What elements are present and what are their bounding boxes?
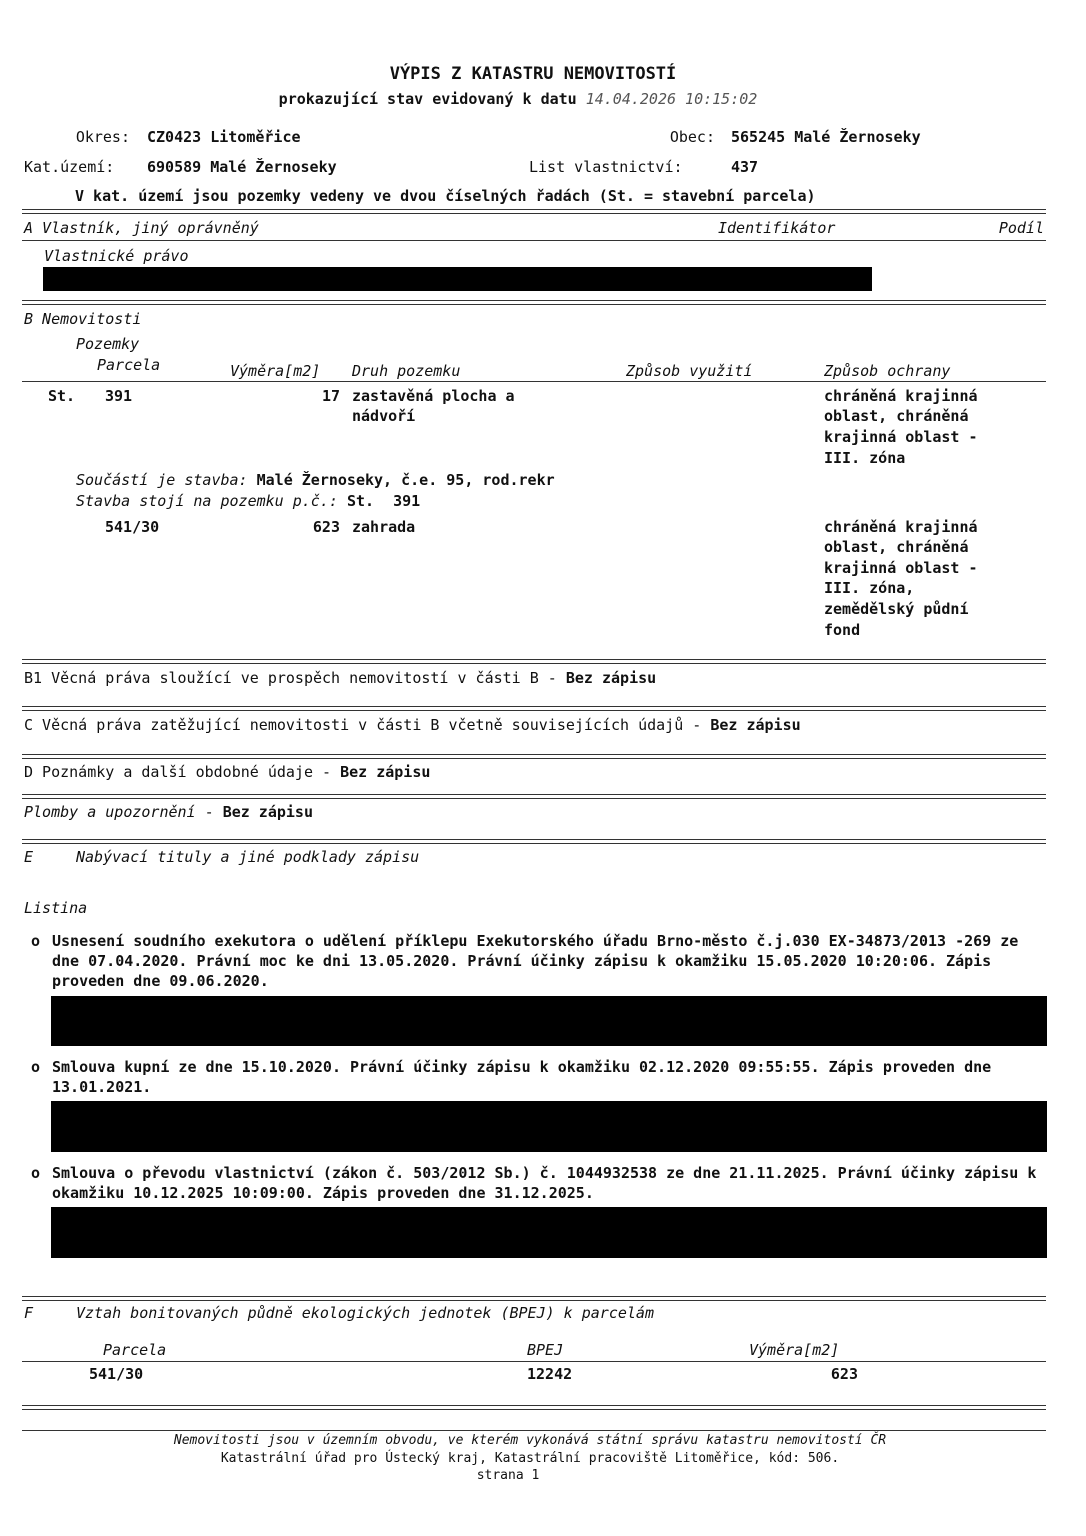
col-vyuziti: Způsob využití bbox=[626, 362, 753, 380]
section-b1-text: B1 Věcná práva sloužící ve prospěch nemovitostí v části B - bbox=[24, 669, 557, 687]
redacted-deed-parties bbox=[51, 1207, 1047, 1258]
parcel-ochrana: oblast, chráněná bbox=[824, 407, 969, 425]
stoji-prefix: St. bbox=[346, 492, 375, 510]
kat-label: Kat.území: bbox=[24, 158, 115, 176]
subtitle-label: prokazující stav evidovaný k datu bbox=[278, 90, 577, 108]
col-vymera: Výměra[m2] bbox=[230, 362, 321, 380]
col-identifier: Identifikátor bbox=[718, 219, 836, 237]
bpej-row-bpej: 12242 bbox=[527, 1365, 573, 1383]
section-plomby-text: Plomby a upozornění bbox=[24, 803, 196, 821]
parcel-ochrana: III. zóna, bbox=[824, 579, 915, 597]
section-a-heading: A Vlastník, jiný oprávněný bbox=[24, 219, 259, 237]
obec-value: 565245 Malé Žernoseky bbox=[731, 128, 921, 146]
bullet: o bbox=[31, 1164, 41, 1182]
stavba-label: Součástí je stavba: bbox=[76, 471, 248, 489]
divider bbox=[22, 706, 1046, 711]
redacted-owner bbox=[43, 267, 872, 291]
parcel-ochrana: krajinná oblast - bbox=[824, 559, 978, 577]
bpej-col-bpej: BPEJ bbox=[527, 1341, 564, 1359]
section-f-heading: Vztah bonitovaných půdně ekologických jednotek (BPEJ) k parcelám bbox=[76, 1304, 654, 1322]
stoji-label: Stavba stojí na pozemku p.č.: bbox=[76, 492, 338, 510]
bpej-row-parcela: 541/30 bbox=[89, 1365, 144, 1383]
section-c-status: Bez zápisu bbox=[710, 716, 801, 734]
footer-note: Nemovitosti jsou v územním obvodu, ve kterém vykonává státní správu katastru nemovitostí ČR bbox=[173, 1433, 887, 1448]
ownership-right-label: Vlastnické právo bbox=[44, 247, 189, 265]
section-d-text: D Poznámky a další obdobné údaje - bbox=[24, 763, 332, 781]
parcel-druh: zastavěná plocha a bbox=[352, 387, 515, 405]
section-b-heading: B Nemovitosti bbox=[24, 310, 142, 328]
divider bbox=[22, 754, 1046, 759]
stoji-value: 391 bbox=[393, 492, 421, 510]
footer-office: Katastrální úřad pro Ústecký kraj, Katastrální pracoviště Litoměřice, kód: 506. bbox=[220, 1451, 840, 1466]
okres-value: CZ0423 Litoměřice bbox=[147, 128, 301, 146]
section-b1-status: Bez zápisu bbox=[565, 669, 657, 687]
col-ochrana: Způsob ochrany bbox=[824, 362, 951, 380]
parcel-area: 17 bbox=[321, 387, 340, 405]
listina-label: Listina bbox=[24, 899, 88, 917]
divider bbox=[22, 794, 1046, 799]
col-share: Podíl bbox=[998, 219, 1044, 237]
redacted-deed-parties bbox=[51, 996, 1047, 1046]
subtitle-date: 14.04.2026 10:15:02 bbox=[585, 90, 758, 108]
divider bbox=[22, 659, 1046, 664]
parcel-ochrana: krajinná oblast - bbox=[824, 428, 978, 446]
parcel-ochrana: fond bbox=[824, 621, 861, 639]
parcel-druh: nádvoří bbox=[352, 407, 416, 425]
divider bbox=[22, 1361, 1046, 1362]
section-f-letter: F bbox=[24, 1304, 34, 1322]
page-number: strana 1 bbox=[476, 1468, 540, 1483]
section-e-heading: Nabývací tituly a jiné podklady zápisu bbox=[76, 848, 420, 866]
parcel-ochrana: oblast, chráněná bbox=[824, 538, 969, 556]
document-subtitle bbox=[0, 89, 1036, 109]
okres-label: Okres: bbox=[75, 128, 130, 146]
pozemky-subheading: Pozemky bbox=[76, 335, 140, 353]
divider bbox=[22, 300, 1046, 305]
parcel-number: 391 bbox=[105, 387, 133, 405]
col-parcela: Parcela bbox=[97, 356, 161, 374]
stavba-stoji-line bbox=[76, 491, 420, 511]
redacted-deed-parties bbox=[51, 1101, 1047, 1152]
parcel-area: 623 bbox=[312, 518, 340, 536]
divider bbox=[22, 1430, 1046, 1431]
section-plomby-status: Bez zápisu bbox=[222, 803, 313, 821]
parcel-prefix: St. bbox=[48, 387, 76, 405]
kat-value: 690589 Malé Žernoseky bbox=[147, 158, 337, 176]
obec-label: Obec: bbox=[669, 128, 715, 146]
section-plomby bbox=[24, 802, 313, 822]
document-title: VÝPIS Z KATASTRU NEMOVITOSTÍ bbox=[389, 64, 677, 84]
deed-item-2: Smlouva kupní ze dne 15.10.2020. Právní účinky zápisu k okamžiku 02.12.2020 09:55:55. Zápis proveden dne 13.01.2021. bbox=[52, 1058, 992, 1096]
divider bbox=[22, 381, 1046, 382]
deed-item-1: Usnesení soudního exekutora o udělení příklepu Exekutorského úřadu Brno-město č.j.030 EX-34873/2013 -269 ze dne 07.04.2020. Právní moc ke dni 13.05.2020. Právní účinky zápisu k okamžiku 15.05.2020 10:20:06. Zápis proveden dne 09.06.2020. bbox=[52, 932, 1019, 990]
bullet: o bbox=[31, 1058, 41, 1076]
divider bbox=[22, 839, 1046, 844]
parcel-ochrana: chráněná krajinná bbox=[824, 518, 978, 536]
parcel-series-notice: V kat. území jsou pozemky vedeny ve dvou číselných řadách (St. = stavební parcela) bbox=[75, 187, 816, 205]
bpej-col-parcela: Parcela bbox=[103, 1341, 167, 1359]
section-b1 bbox=[24, 668, 656, 688]
parcel-ochrana: III. zóna bbox=[824, 449, 906, 467]
parcel-ochrana: chráněná krajinná bbox=[824, 387, 978, 405]
parcel-druh: zahrada bbox=[352, 518, 416, 536]
parcel-number: 541/30 bbox=[105, 518, 160, 536]
bpej-row-vymera: 623 bbox=[830, 1365, 858, 1383]
section-e-letter: E bbox=[24, 848, 34, 866]
section-d-status: Bez zápisu bbox=[340, 763, 431, 781]
col-druh: Druh pozemku bbox=[352, 362, 461, 380]
divider bbox=[22, 240, 1046, 241]
divider bbox=[22, 1296, 1046, 1301]
lv-label: List vlastnictví: bbox=[529, 158, 683, 176]
divider bbox=[22, 209, 1046, 214]
section-c bbox=[24, 715, 801, 735]
section-c-text: C Věcná práva zatěžující nemovitosti v části B včetně souvisejících údajů - bbox=[24, 716, 702, 734]
deed-item-3: Smlouva o převodu vlastnictví (zákon č. 503/2012 Sb.) č. 1044932538 ze dne 21.11.2025. Právní účinky zápisu k okamžiku 10.12.2025 10:09:00. Zápis proveden dne 31.12.2025. bbox=[52, 1164, 1037, 1202]
bullet: o bbox=[31, 932, 41, 950]
lv-value: 437 bbox=[731, 158, 759, 176]
stavba-line bbox=[76, 470, 555, 490]
section-d bbox=[24, 762, 430, 782]
divider bbox=[22, 1405, 1046, 1410]
stavba-value: Malé Žernoseky, č.e. 95, rod.rekr bbox=[256, 471, 555, 489]
section-plomby-dash: - bbox=[204, 803, 214, 821]
bpej-col-vymera: Výměra[m2] bbox=[749, 1341, 840, 1359]
parcel-ochrana: zemědělský půdní bbox=[824, 600, 969, 618]
